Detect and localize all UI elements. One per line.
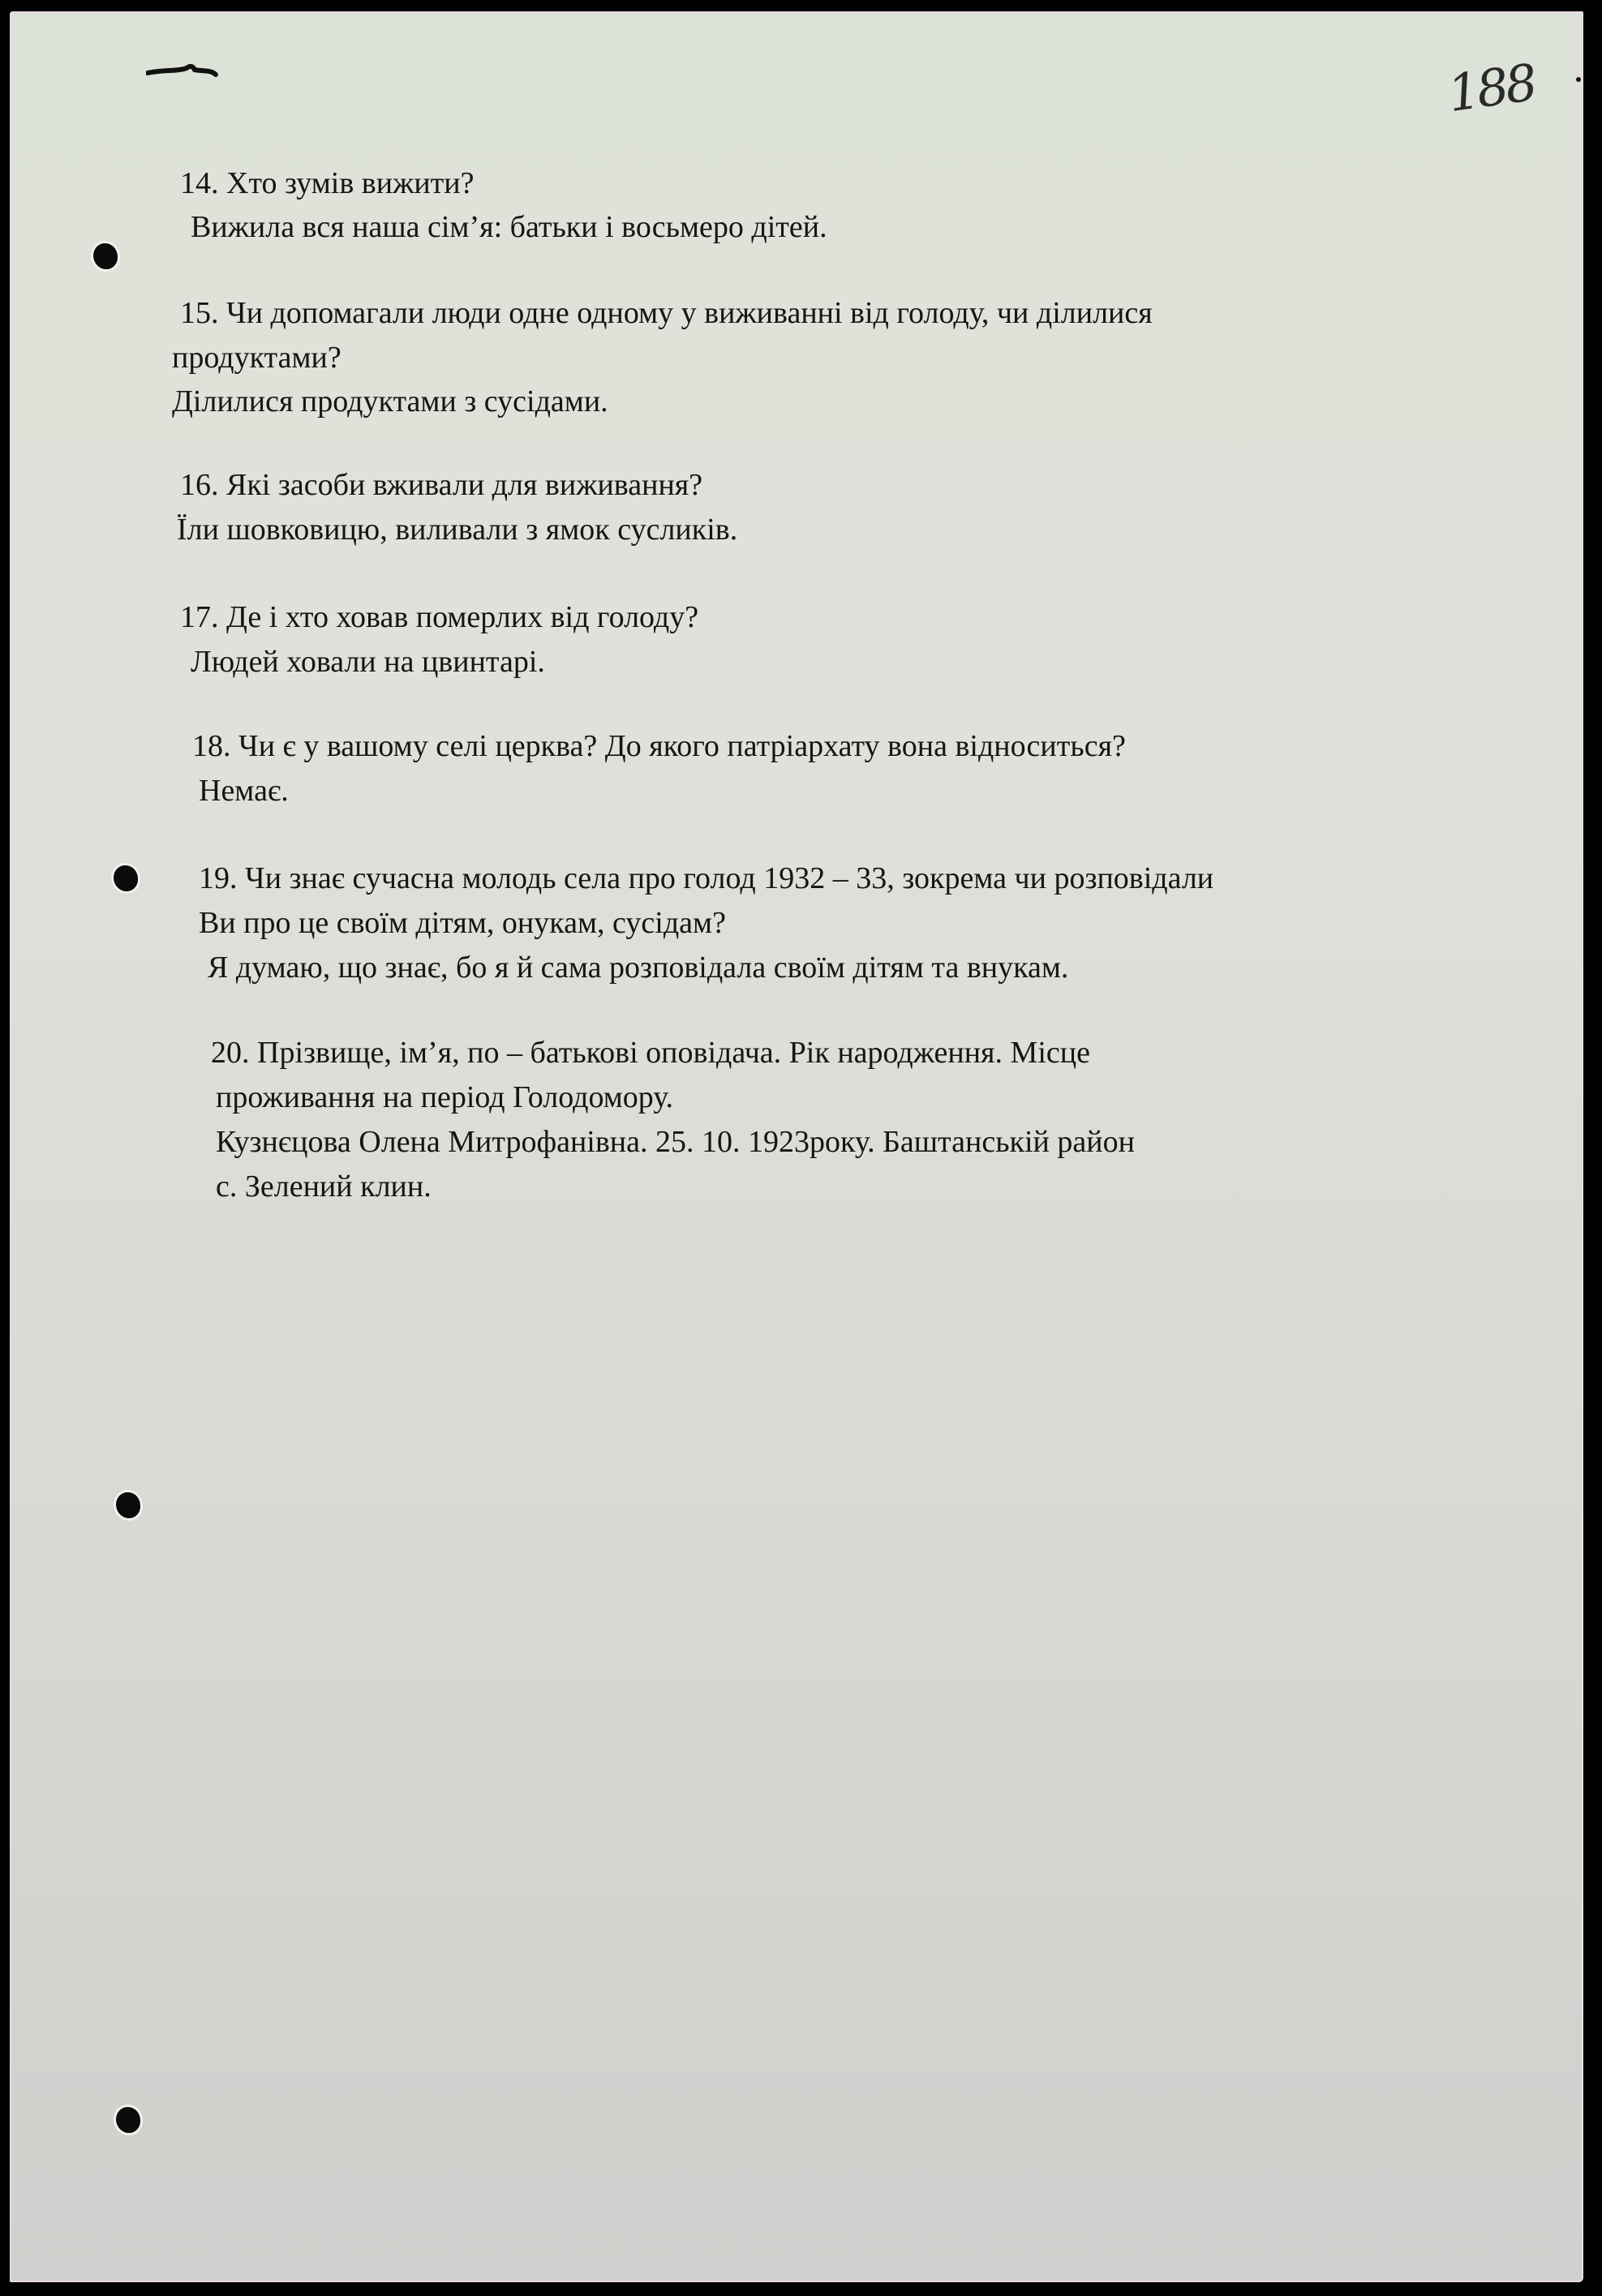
handwritten-page-number: 188 — [1444, 52, 1538, 124]
answer-text: с. Зелений клин. — [216, 1169, 432, 1204]
answer-text: Ділилися продуктами з сусідами. — [172, 384, 608, 418]
answer-text: Кузнєцова Олена Митрофанівна. 25. 10. 1923року. Баштанській район — [216, 1125, 1135, 1159]
question-text: 19. Чи знає сучасна молодь села про голод 1932 – 33, зокрема чи розповідали — [199, 861, 1214, 895]
handwritten-mark — [146, 55, 219, 79]
punch-hole — [93, 243, 118, 269]
question-text: Ви про це своїм дітям, онукам, сусідам? — [199, 906, 726, 940]
punch-hole — [116, 2107, 140, 2133]
question-text: продуктами? — [172, 341, 341, 375]
answer-text: Вижила вся наша сім’я: батьки і восьмеро дітей. — [191, 210, 827, 244]
punch-hole — [114, 865, 138, 891]
question-text: 20. Прізвище, ім’я, по – батькові оповідача. Рік народження. Місце — [211, 1036, 1090, 1070]
question-text: 18. Чи є у вашому селі церква? До якого патріархату вона відноситься? — [192, 729, 1126, 763]
question-text: 17. Де і хто ховав померлих від голоду? — [180, 600, 699, 634]
question-text: 16. Які засоби вживали для виживання? — [180, 468, 703, 502]
answer-text: Людей ховали на цвинтарі. — [191, 645, 545, 679]
answer-text: Я думаю, що знає, бо я й сама розповідала своїм дітям та внукам. — [208, 951, 1069, 985]
ink-speck — [1576, 77, 1581, 82]
answer-text: Їли шовковицю, виливали з ямок сусликів. — [177, 513, 738, 547]
question-text: проживання на період Голодомору. — [216, 1080, 673, 1114]
question-text: 14. Хто зумів вижити? — [180, 166, 475, 200]
question-text: 15. Чи допомагали люди одне одному у виживанні від голоду, чи ділилися — [180, 296, 1153, 330]
answer-text: Немає. — [199, 774, 289, 808]
punch-hole — [116, 1492, 140, 1518]
